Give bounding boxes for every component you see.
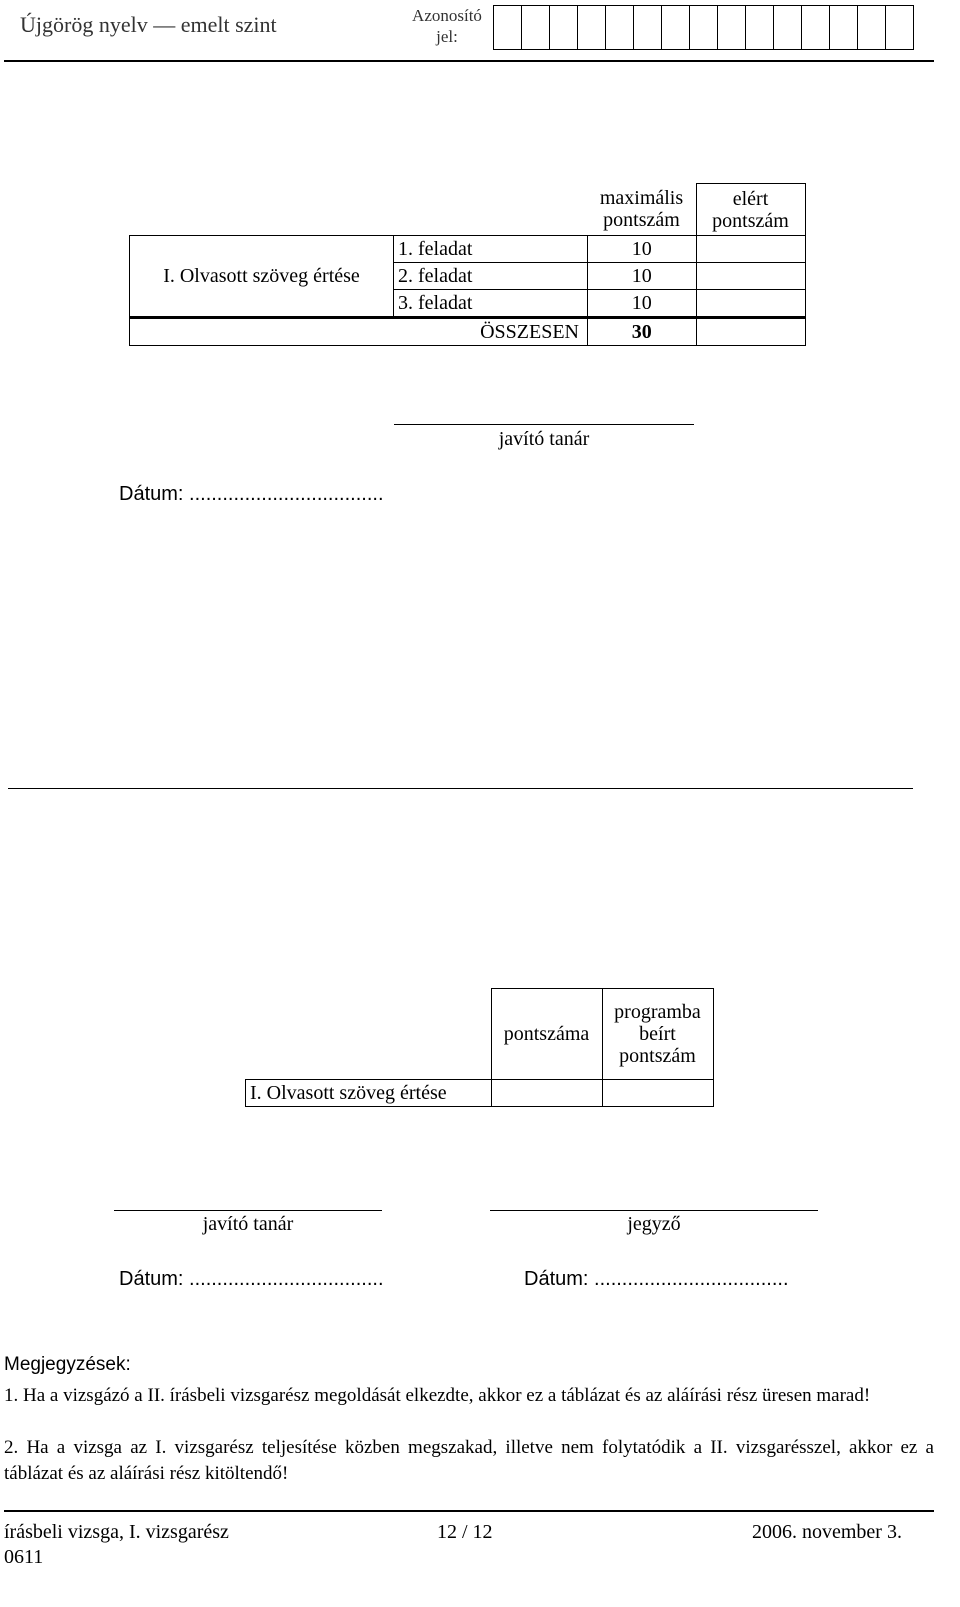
page-number: 12 / 12: [437, 1521, 493, 1543]
id-code-box[interactable]: [605, 5, 634, 50]
signature-line[interactable]: [394, 424, 694, 425]
task-label: 3. feladat: [394, 290, 588, 318]
total-label: ÖSSZESEN: [130, 318, 588, 346]
points-header: pontszáma: [491, 989, 602, 1080]
section-divider: [8, 788, 913, 789]
id-code-box[interactable]: [689, 5, 718, 50]
id-code-boxes[interactable]: [494, 5, 914, 50]
id-label: Azonosító jel:: [412, 6, 482, 46]
registrar-signature-caption: jegyző: [627, 1213, 681, 1235]
date-field[interactable]: Dátum: ...................................: [119, 483, 384, 505]
programmed-points-header: programba beírt pontszám: [602, 989, 713, 1080]
id-code-box[interactable]: [829, 5, 858, 50]
footer-date: 2006. november 3.: [752, 1521, 902, 1543]
id-code-box[interactable]: [493, 5, 522, 50]
task-max-points: 10: [588, 290, 697, 318]
total-achieved-cell[interactable]: [696, 318, 805, 346]
header-divider: [4, 60, 934, 62]
id-code-box[interactable]: [857, 5, 886, 50]
footer-exam-part: írásbeli vizsga, I. vizsgarész: [4, 1521, 229, 1543]
section-name: I. Olvasott szöveg értése: [246, 1080, 492, 1107]
teacher-signature-line[interactable]: [114, 1210, 382, 1211]
task-label: 2. feladat: [394, 263, 588, 290]
id-code-box[interactable]: [577, 5, 606, 50]
id-code-box[interactable]: [661, 5, 690, 50]
total-max-points: 30: [588, 318, 697, 346]
id-code-box[interactable]: [717, 5, 746, 50]
score-table: [129, 183, 806, 346]
task-max-points: 10: [588, 236, 697, 263]
programmed-points-cell[interactable]: [602, 1080, 713, 1107]
teacher-date-field[interactable]: Dátum: ...................................: [119, 1268, 384, 1290]
task-achieved-cell[interactable]: [696, 263, 805, 290]
id-code-box[interactable]: [549, 5, 578, 50]
teacher-signature-caption: javító tanár: [202, 1213, 294, 1235]
points-cell[interactable]: [491, 1080, 602, 1107]
note-item: 2. Ha a vizsga az I. vizsgarész teljesítése közben megszakad, illetve nem folytatódik a II. vizsgarésszel, akkor ez a táblázat és az aláírási rész kitöltendő!: [4, 1437, 934, 1484]
footer-divider: [4, 1510, 934, 1512]
note-item: 1. Ha a vizsgázó a II. írásbeli vizsgarész megoldását elkezdte, akkor ez a táblázat és az aláírási rész üresen marad!: [4, 1385, 871, 1406]
id-code-box[interactable]: [745, 5, 774, 50]
registrar-date-field[interactable]: Dátum: ...................................: [524, 1268, 789, 1290]
task-achieved-cell[interactable]: [696, 290, 805, 318]
task-achieved-cell[interactable]: [696, 236, 805, 263]
notes-title: Megjegyzések:: [4, 1354, 131, 1375]
id-code-box[interactable]: [521, 5, 550, 50]
max-points-header: maximális pontszám: [599, 187, 684, 232]
achieved-points-header: elért pontszám: [696, 184, 805, 236]
signature-caption: javító tanár: [498, 428, 590, 450]
document-title: Újgörög nyelv — emelt szint: [20, 12, 277, 37]
transfer-score-table: [245, 988, 714, 1107]
task-label: 1. feladat: [394, 236, 588, 263]
section-name: I. Olvasott szöveg értése: [130, 236, 394, 318]
registrar-signature-line[interactable]: [490, 1210, 818, 1211]
id-code-box[interactable]: [773, 5, 802, 50]
footer-code: 0611: [4, 1546, 44, 1568]
id-code-box[interactable]: [885, 5, 914, 50]
id-code-box[interactable]: [801, 5, 830, 50]
id-code-box[interactable]: [633, 5, 662, 50]
task-max-points: 10: [588, 263, 697, 290]
